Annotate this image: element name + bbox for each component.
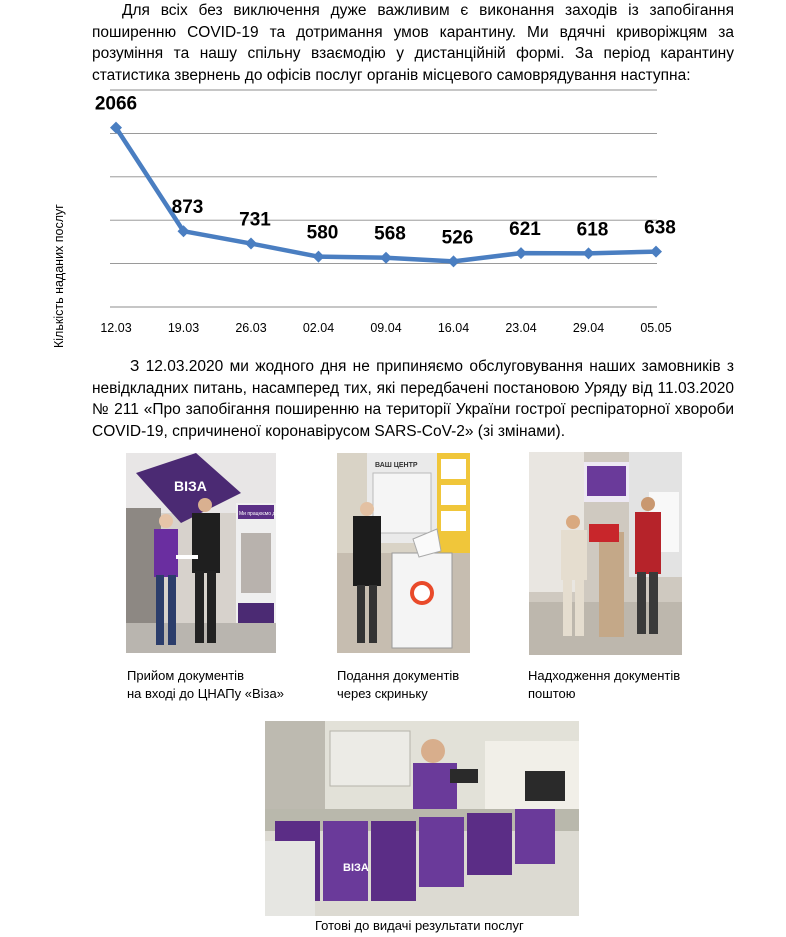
- data-point-marker: [448, 255, 460, 267]
- photo-3-caption-line1: Надходження документів: [528, 668, 681, 683]
- data-label: 526: [441, 227, 474, 249]
- x-tick-label: 23.04: [505, 321, 537, 335]
- data-label: 638: [644, 217, 676, 239]
- x-tick-label: 16.04: [437, 321, 470, 335]
- photo-1-caption: [127, 667, 297, 703]
- photo-4-box-label: ВІЗА: [343, 862, 369, 874]
- service-paragraph: З 12.03.2020 ми жодного дня не припиняємо обслуговування наших замовників з невідкладних питань, насамперед тих, які передбачені постановою Уряду від 11.03.2020 № 211 «Про запобігання поширенню на території України гострої респіраторної хвороби COVID-19, спричиненої коронавірусом SARS-CoV-2» (зі змінами).: [92, 358, 734, 440]
- photo-4-caption-line1: Готові до видачі результати послуг: [315, 918, 524, 933]
- x-tick-label: 12.03: [100, 321, 132, 335]
- chart-x-tick-labels: [100, 321, 671, 335]
- photo-1-sign-text: ВІЗА: [174, 478, 207, 494]
- data-label: 2066: [94, 93, 138, 115]
- photo-2-caption: [337, 667, 487, 703]
- photo-submission-box: [337, 453, 470, 653]
- data-label: 580: [306, 222, 339, 244]
- services-line-chart: [40, 84, 720, 352]
- data-label: 568: [374, 223, 406, 245]
- chart-y-axis-label: Кількість наданих послуг: [52, 204, 66, 348]
- x-tick-label: 19.03: [167, 321, 200, 335]
- x-tick-label: 05.05: [640, 321, 672, 335]
- photo-mail-delivery: [529, 452, 682, 655]
- data-point-marker: [515, 247, 527, 259]
- data-label: 618: [576, 219, 609, 241]
- photo-1-banner-text: Ми працюємо для Вас: [239, 511, 291, 517]
- photo-3-caption: [528, 667, 698, 703]
- photo-4-caption: [315, 917, 575, 935]
- photo-3-caption-line2: поштою: [528, 686, 576, 701]
- chart-series: [110, 122, 662, 268]
- data-point-marker: [380, 252, 392, 264]
- photo-1-caption-line1: Прийом документів: [127, 668, 244, 683]
- data-point-marker: [650, 246, 662, 258]
- data-point-marker: [313, 251, 325, 263]
- data-point-marker: [583, 247, 595, 259]
- data-label: 621: [509, 219, 541, 241]
- x-tick-label: 26.03: [235, 321, 267, 335]
- intro-paragraph: Для всіх без виключення дуже важливим є виконання заходів із запобігання поширенню COVID-19 та дотримання умов карантину. Ми вдячні криворіжцям за розуміння та нашу спільну взаємодію у дистанційній формі. За період карантину статистика звернень до офісів послуг органів місцевого самоврядування наступна:: [92, 2, 734, 84]
- x-tick-label: 09.04: [370, 321, 402, 335]
- photo-2-caption-line1: Подання документів: [337, 668, 460, 683]
- x-tick-label: 29.04: [572, 321, 605, 335]
- photo-2-sign-text: ВАШ ЦЕНТР: [375, 462, 418, 469]
- photo-1-caption-line2: на вході до ЦНАПу «Віза»: [127, 686, 284, 701]
- photo-reception-entrance: [126, 453, 291, 653]
- photo-ready-results: [265, 721, 579, 916]
- data-label: 731: [239, 209, 271, 231]
- photo-2-caption-line2: через скриньку: [337, 686, 428, 701]
- data-label: 873: [171, 197, 204, 219]
- x-tick-label: 02.04: [302, 321, 335, 335]
- data-point-marker: [245, 238, 257, 250]
